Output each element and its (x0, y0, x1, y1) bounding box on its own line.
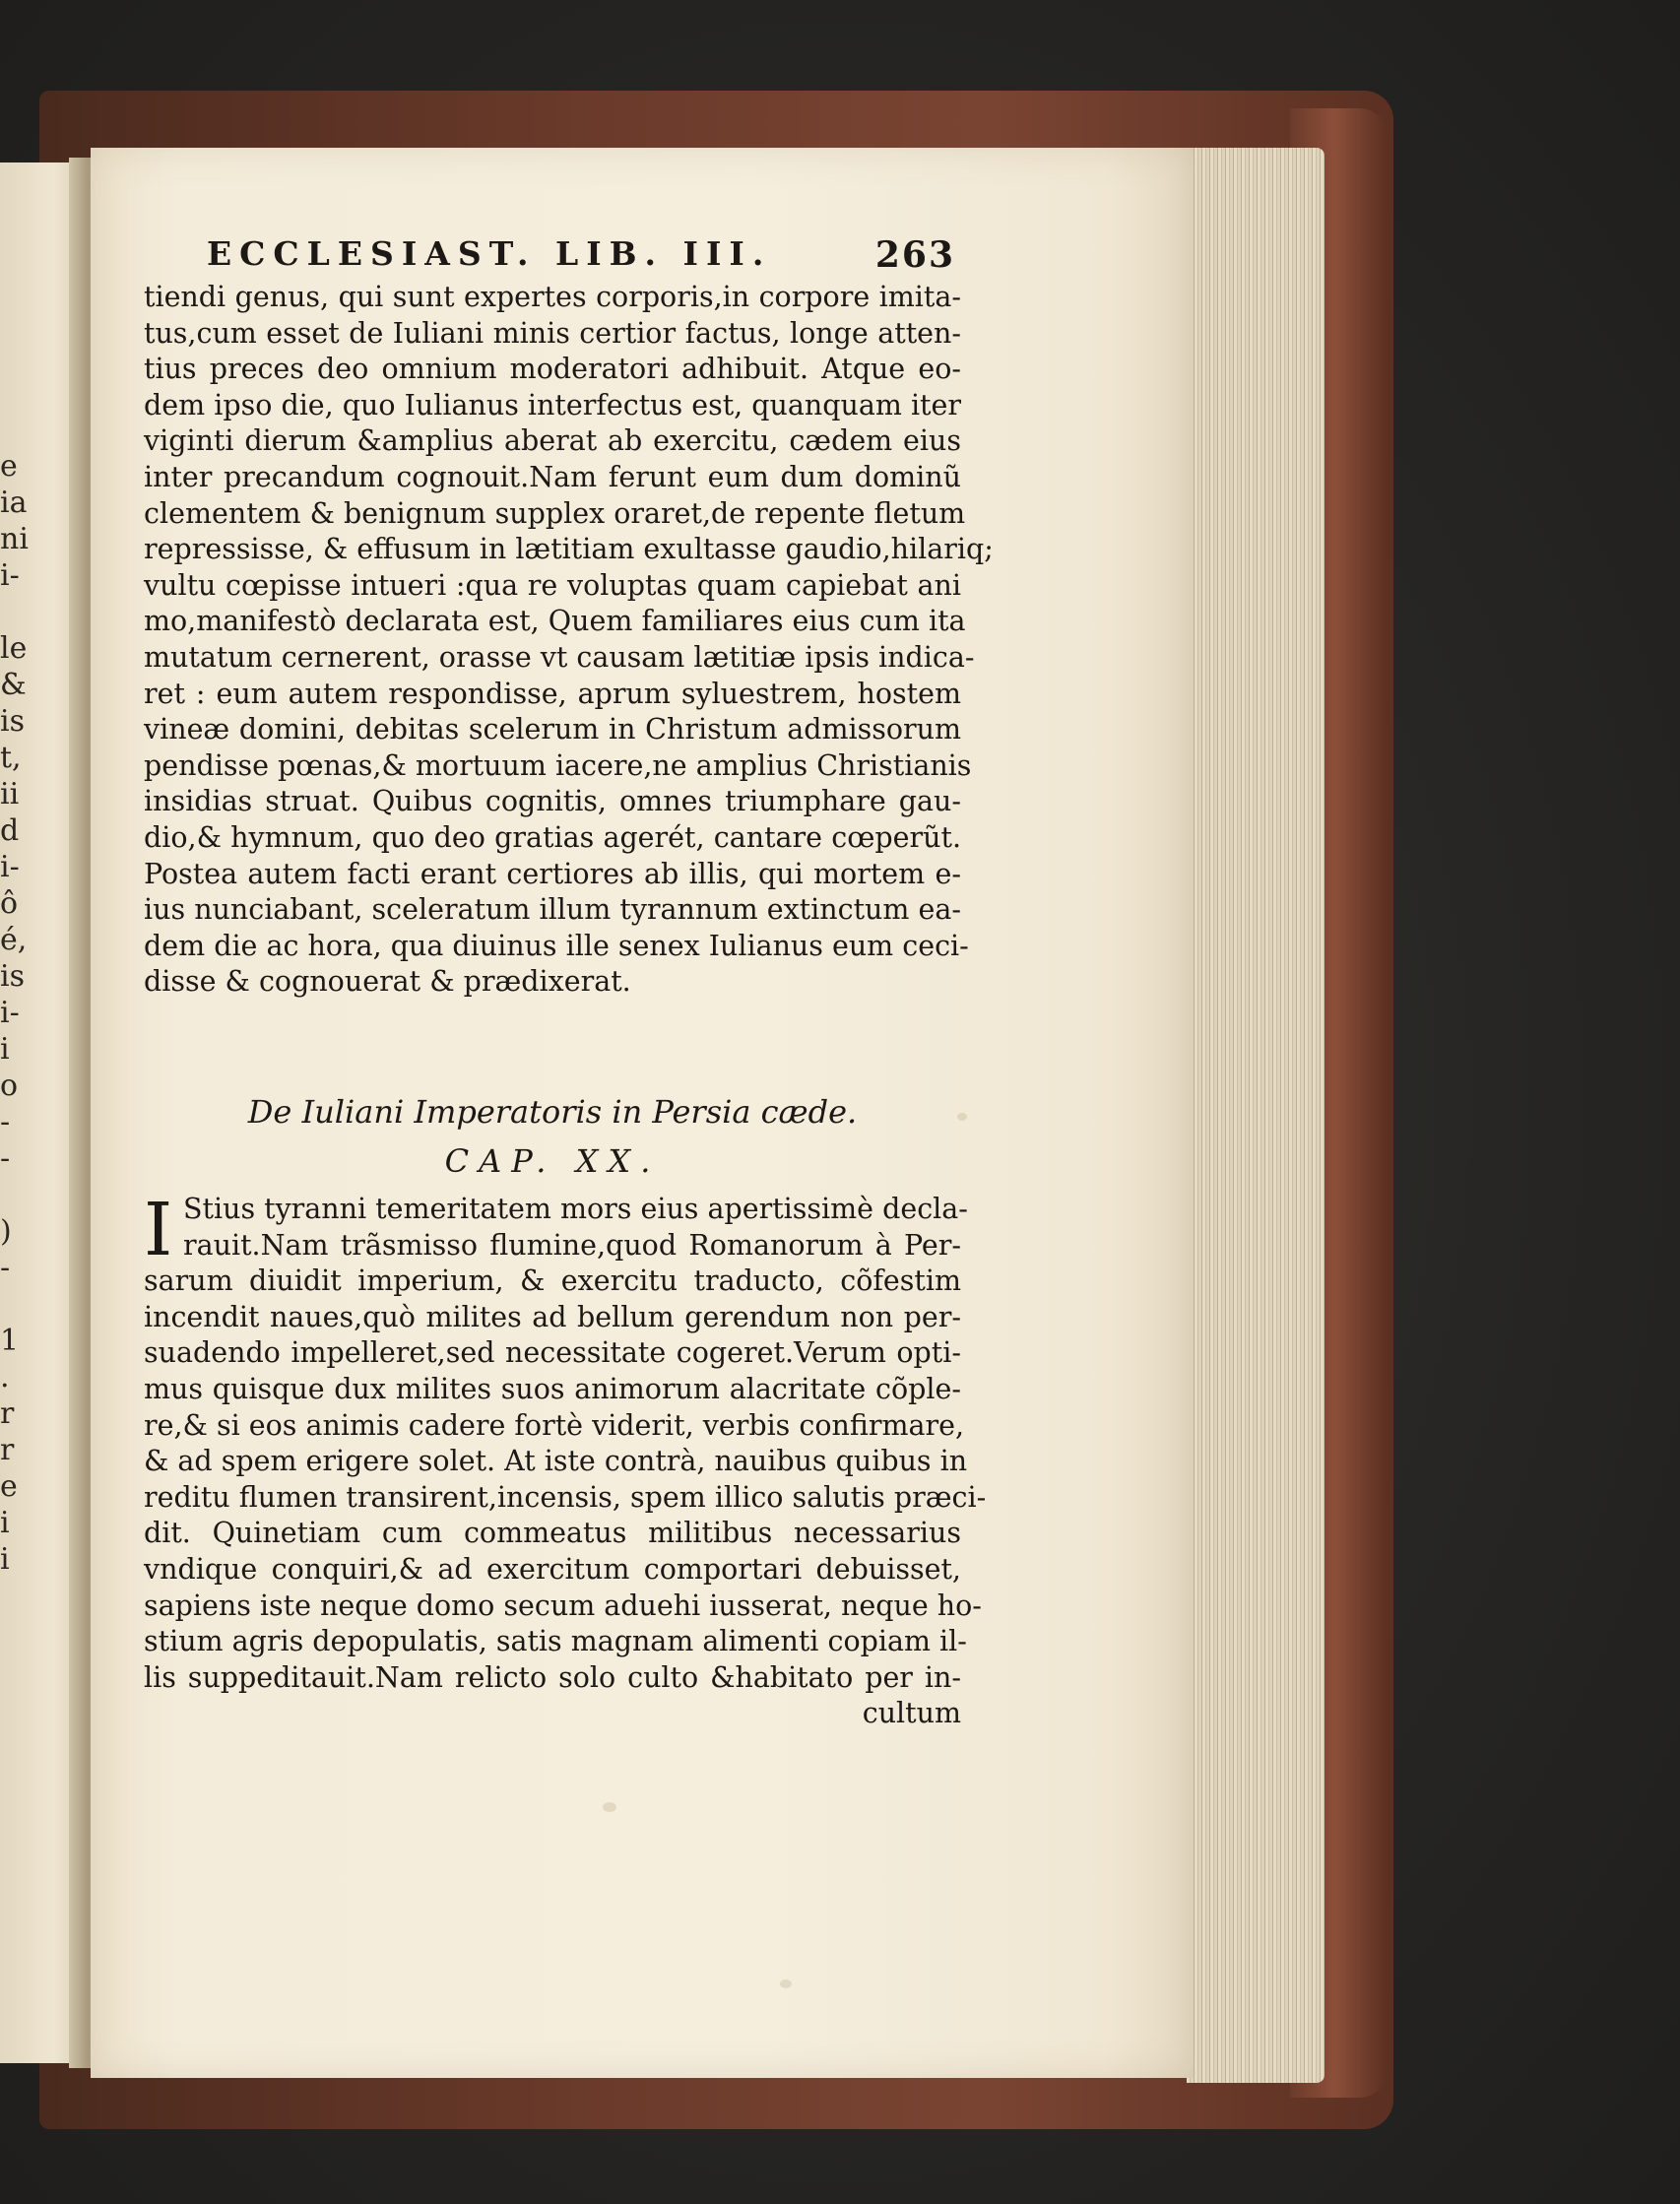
text-line: mo,manifestò declarata est, Quem familiares eius cum ita (144, 605, 966, 638)
chapter-heading: De Iuliani Imperatoris in Persia cæde. (247, 1093, 858, 1131)
text-line: dem ipso die, quo Iulianus interfectus est, quanquam iter (144, 388, 961, 421)
foxing-spot (780, 1979, 792, 1988)
text-line: re,& si eos animis cadere fortè viderit, verbis confirmare, (144, 1408, 965, 1442)
text-line: tus,cum esset de Iuliani minis certior factus, longe atten- (144, 316, 961, 350)
text-line: tiendi genus, qui sunt expertes corporis,in corpore imita- (144, 281, 961, 313)
text-line: repressisse, & effusum in lætitiam exultasse gaudio,hilariq; (144, 533, 994, 566)
text-line: dem die ac hora, qua diuinus ille senex Iulianus eum ceci- (144, 929, 969, 962)
body-text (144, 280, 994, 1001)
running-head-title: ECCLESIAST. LIB. III. (207, 234, 772, 273)
text-line: lis suppeditauit.Nam relicto solo culto &habitato per in- (144, 1660, 961, 1694)
chapter-text (144, 1188, 987, 1732)
text-line: pendisse pœnas,& mortuum iacere,ne amplius Christianis (144, 748, 972, 782)
foxing-spot (603, 1802, 616, 1812)
text-line: mutatum cernerent, orasse vt causam lætitiæ ipsis indica- (144, 640, 975, 674)
running-head (207, 234, 955, 274)
text-line: rauit.Nam trãsmisso flumine,quod Romanorum à Per- (183, 1228, 961, 1262)
text-line: dio,& hymnum, quo deo gratias agerét, cantare cœperũt. (144, 820, 961, 854)
text-line: viginti dierum &amplius aberat ab exercitu, cædem eius (144, 424, 961, 458)
text-line: sarum diuidit imperium, & exercitu traducto, cõfestim (144, 1264, 961, 1298)
text-line: sapiens iste neque domo secum aduehi iusserat, neque ho- (144, 1588, 982, 1622)
page-edges (1187, 148, 1325, 2083)
text-line: stium agris depopulatis, satis magnam alimenti copiam il- (144, 1625, 967, 1658)
text-line: vineæ domini, debitas scelerum in Christum admissorum (144, 713, 961, 746)
text-line: ret : eum autem respondisse, aprum syluestrem, hostem (144, 677, 961, 710)
text-line: inter precandum cognouit.Nam ferunt eum dum dominũ (144, 460, 961, 493)
text-line: vultu cœpisse intueri :qua re voluptas quam capiebat ani (144, 568, 961, 602)
left-page-fragments: e ia ni i- le & is t, ii d i- ô é, is i- i o - - ) - 1 . r r e i i (0, 449, 29, 1577)
page-number: 263 (874, 234, 955, 276)
text-line: reditu flumen transirent,incensis, spem illico salutis præci- (144, 1480, 987, 1514)
text-line: suadendo impelleret,sed necessitate cogeret.Verum opti- (144, 1336, 961, 1370)
chapter-number: CAP. XX. (444, 1142, 661, 1180)
text-line: Stius tyranni temeritatem mors eius apertissimè decla- (183, 1193, 968, 1225)
text-line: & ad spem erigere solet. At iste contrà, nauibus quibus in (144, 1445, 968, 1478)
text-line: vndique conquiri,& ad exercitum comportari debuisset, (144, 1552, 961, 1586)
text-line: mus quisque dux milites suos animorum alacritate cõple- (144, 1372, 961, 1405)
text-line: dit. Quinetiam cum commeatus militibus necessarius (144, 1517, 961, 1550)
text-line: ius nunciabant, sceleratum illum tyrannum extinctum ea- (144, 893, 961, 927)
text-line: disse & cognouerat & prædixerat. (144, 965, 631, 999)
text-line: incendit naues,quò milites ad bellum gerendum non per- (144, 1300, 961, 1333)
drop-cap: I (144, 1188, 173, 1272)
catchword: cultum (862, 1697, 961, 1730)
text-line: insidias struat. Quibus cognitis, omnes triumphare gau- (144, 785, 961, 818)
text-line: clementem & benignum supplex oraret,de repente fletum (144, 496, 966, 530)
text-line: Postea autem facti erant certiores ab illis, qui mortem e- (144, 857, 961, 890)
text-line: tius preces deo omnium moderatori adhibuit. Atque eo- (144, 353, 961, 386)
